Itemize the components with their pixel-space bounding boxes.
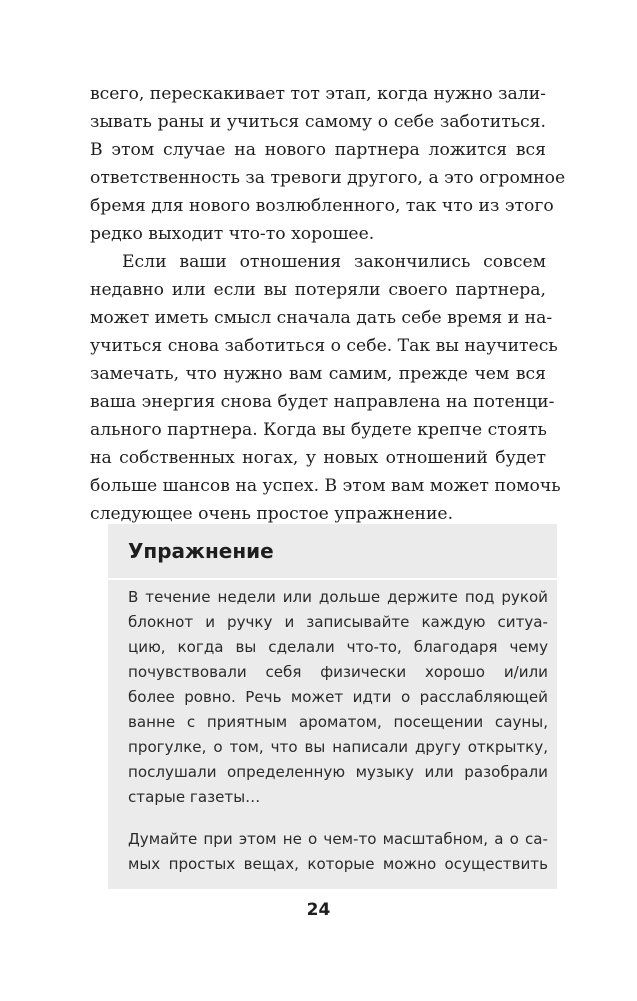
page-number: 24	[306, 900, 331, 920]
text-line: В течение недели или дольше держите под рукой	[128, 588, 548, 606]
text-line: старые газеты…	[128, 788, 261, 806]
exercise-box	[108, 524, 557, 889]
text-line: недавно или если вы потеряли своего партнера,	[90, 280, 546, 300]
exercise-text	[128, 585, 548, 877]
paragraph-2	[90, 248, 561, 528]
text-line: бремя для нового возлюбленного, так что из этого	[90, 196, 554, 216]
exercise-paragraph-1	[128, 585, 548, 810]
exercise-divider	[108, 578, 557, 580]
text-line: В этом случае на нового партнера ложится вся	[90, 140, 546, 160]
exercise-paragraph-2	[128, 827, 548, 877]
text-line: ального партнера. Когда вы будете крепче стоять	[90, 420, 547, 440]
text-line: более ровно. Речь может идти о расслабляющей	[128, 688, 548, 706]
text-line: замечать, что нужно вам самим, прежде чем вся	[90, 364, 546, 384]
text-line: цию, когда вы сделали что-то, благодаря чему	[128, 638, 548, 656]
text-line: ванне с приятным ароматом, посещении сауны,	[128, 713, 548, 731]
text-line: редко выходит что-то хорошее.	[90, 224, 375, 244]
paragraph-1	[90, 80, 566, 248]
text-line: ответственность за тревоги другого, а это огромное	[90, 168, 566, 188]
main-text	[90, 80, 566, 528]
text-line: Думайте при этом не о чем-то масштабном, а о са-	[128, 830, 548, 848]
text-line: почувствовали себя физически хорошо и/или	[128, 663, 548, 681]
text-line: учиться снова заботиться о себе. Так вы научитесь	[90, 336, 558, 356]
text-line: зывать раны и учиться самому о себе заботиться.	[90, 112, 546, 132]
text-line: блокнот и ручку и записывайте каждую ситуа-	[128, 613, 548, 631]
text-line: всего, перескакивает тот этап, когда нужно зали-	[90, 84, 546, 104]
text-line: Если ваши отношения закончились совсем	[122, 252, 546, 272]
text-line: прогулке, о том, что вы написали другу открытку,	[128, 738, 548, 756]
text-line: может иметь смысл сначала дать себе время и на-	[90, 308, 553, 328]
text-line: на собственных ногах, у новых отношений будет	[90, 448, 546, 468]
exercise-title: Упражнение	[128, 539, 274, 563]
text-line: ваша энергия снова будет направлена на потенци-	[90, 392, 555, 412]
text-line: следующее очень простое упражнение.	[90, 504, 454, 524]
text-line: мых простых вещах, которые можно осуществить	[128, 855, 548, 873]
text-line: послушали определенную музыку или разобрали	[128, 763, 548, 781]
text-line: больше шансов на успех. В этом вам может помочь	[90, 476, 561, 496]
